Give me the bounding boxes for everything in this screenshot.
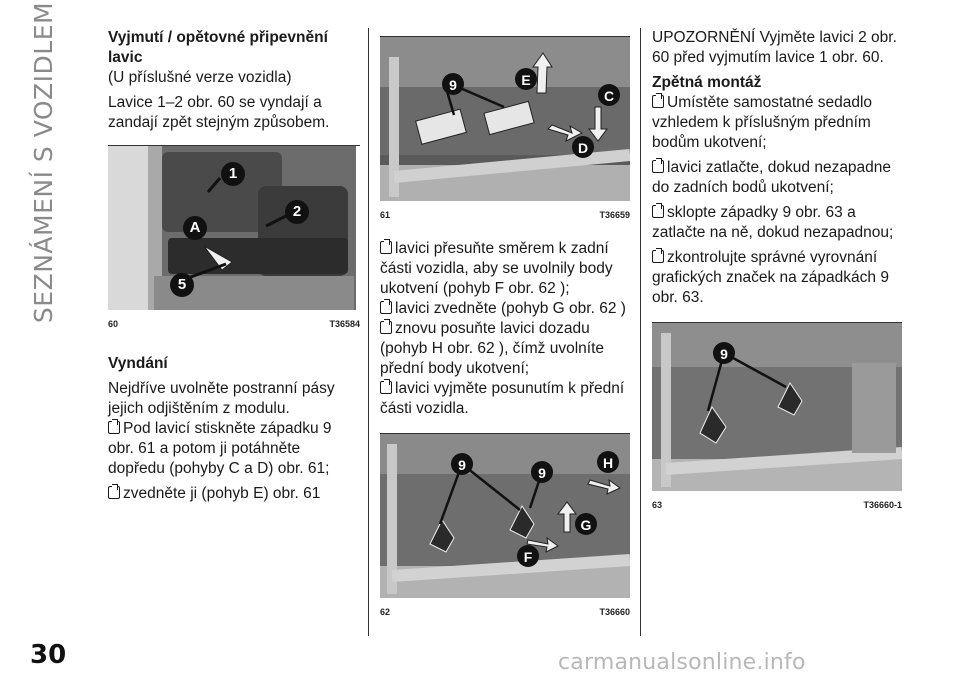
fig61-label-c: C [603, 88, 615, 104]
checkbox-bullet-icon [380, 381, 392, 394]
column-middle [380, 28, 630, 622]
list-item: Pod lavicí stiskněte západku 9 obr. 61 a potom ji potáhněte dopředu (pohyby C a D) obr. 61; [108, 420, 332, 477]
fig62-label-9a: 9 [458, 457, 466, 473]
fig61-label-d: D [577, 140, 589, 156]
figure-62-illustration [380, 434, 630, 598]
section-title: Vyjmutí / opětovné připevnění lavic [108, 29, 328, 66]
page-number: 30 [30, 640, 67, 670]
section-subtitle: (U příslušné verze vozidla) [108, 69, 292, 86]
fig62-label-9b: 9 [538, 465, 546, 481]
list-item: lavici zvedněte (pohyb G obr. 62 ) [380, 299, 630, 319]
fig62-label-h: H [602, 455, 614, 471]
fig62-label-g: G [580, 517, 592, 533]
figure-61-number: 61 [380, 210, 391, 220]
list-item: zkontrolujte správné vyrovnání grafických značek na západkách 9 obr. 63. [652, 249, 889, 306]
watermark: carmanualsonline.info [558, 650, 806, 675]
intro-text: Lavice 1–2 obr. 60 se vyndají a zandají zpět stejným způsobem. [108, 94, 330, 131]
column-left [108, 28, 360, 504]
list-item: lavici zatlačte, dokud nezapadne do zadních bodů ukotvení; [652, 159, 892, 196]
warning-text: UPOZORNĚNÍ Vyjměte lavici 2 obr. 60 před vyjmutím lavice 1 obr. 60. [652, 29, 897, 66]
figure-61 [380, 36, 630, 225]
column-right [652, 28, 902, 515]
fig60-label-a: A [189, 219, 201, 236]
figure-63-caption [652, 495, 902, 515]
checkbox-bullet-icon [108, 421, 120, 434]
list-item: Umístěte samostatné sedadlo vzhledem k příslušným předním bodům ukotvení; [652, 94, 873, 151]
checkbox-bullet-icon [380, 301, 392, 314]
figure-60-caption [108, 314, 360, 334]
checkbox-bullet-icon [652, 250, 664, 263]
list-item: lavici vyjměte posunutím k přední části vozidla. [380, 380, 625, 417]
checkbox-bullet-icon [380, 241, 392, 254]
column-divider-1 [368, 28, 369, 636]
checkbox-bullet-icon [108, 486, 120, 499]
fig60-label-2: 2 [292, 203, 302, 220]
removal-heading: Vyndání [108, 355, 168, 372]
reinstall-heading: Zpětná montáž [652, 74, 762, 91]
figure-61-caption [380, 205, 630, 225]
figure-62-caption [380, 602, 630, 622]
removal-text: Nejdříve uvolněte postranní pásy jejich odjištěním z modulu. [108, 380, 335, 417]
figure-61-illustration [380, 37, 630, 201]
figure-61-code: T36659 [599, 210, 630, 220]
fig63-label-9: 9 [720, 346, 728, 362]
fig60-label-5: 5 [177, 276, 187, 293]
figure-62-number: 62 [380, 607, 391, 617]
fig61-label-9: 9 [449, 77, 457, 93]
figure-60-code: T36584 [329, 319, 360, 329]
chapter-side-title: SEZNÁMENÍ S VOZIDLEM [29, 1, 59, 324]
fig61-label-e: E [521, 72, 531, 88]
fig60-label-1: 1 [228, 165, 238, 182]
checkbox-bullet-icon [652, 205, 664, 218]
list-item: lavici přesuňte směrem k zadní části vozidla, aby se uvolnily body ukotvení (pohyb F obr. 62 ); [380, 240, 613, 297]
figure-60-number: 60 [108, 319, 119, 329]
column-divider-2 [640, 28, 641, 636]
figure-63-code: T36660-1 [863, 500, 902, 510]
figure-62-code: T36660 [599, 607, 630, 617]
figure-63-illustration [652, 323, 902, 491]
checkbox-bullet-icon [652, 95, 664, 108]
figure-62 [380, 433, 630, 622]
checkbox-bullet-icon [380, 321, 392, 334]
list-item: sklopte západky 9 obr. 63 a zatlačte na ně, dokud nezapadnou; [652, 204, 894, 241]
figure-60 [108, 145, 360, 334]
fig62-label-f: F [523, 549, 533, 565]
list-item: zvedněte ji (pohyb E) obr. 61 [108, 484, 360, 504]
figure-63-number: 63 [652, 500, 663, 510]
list-item: znovu posuňte lavici dozadu (pohyb H obr. 62 ), čímž uvolníte přední body ukotvení; [380, 320, 604, 377]
checkbox-bullet-icon [652, 160, 664, 173]
figure-63 [652, 322, 902, 515]
